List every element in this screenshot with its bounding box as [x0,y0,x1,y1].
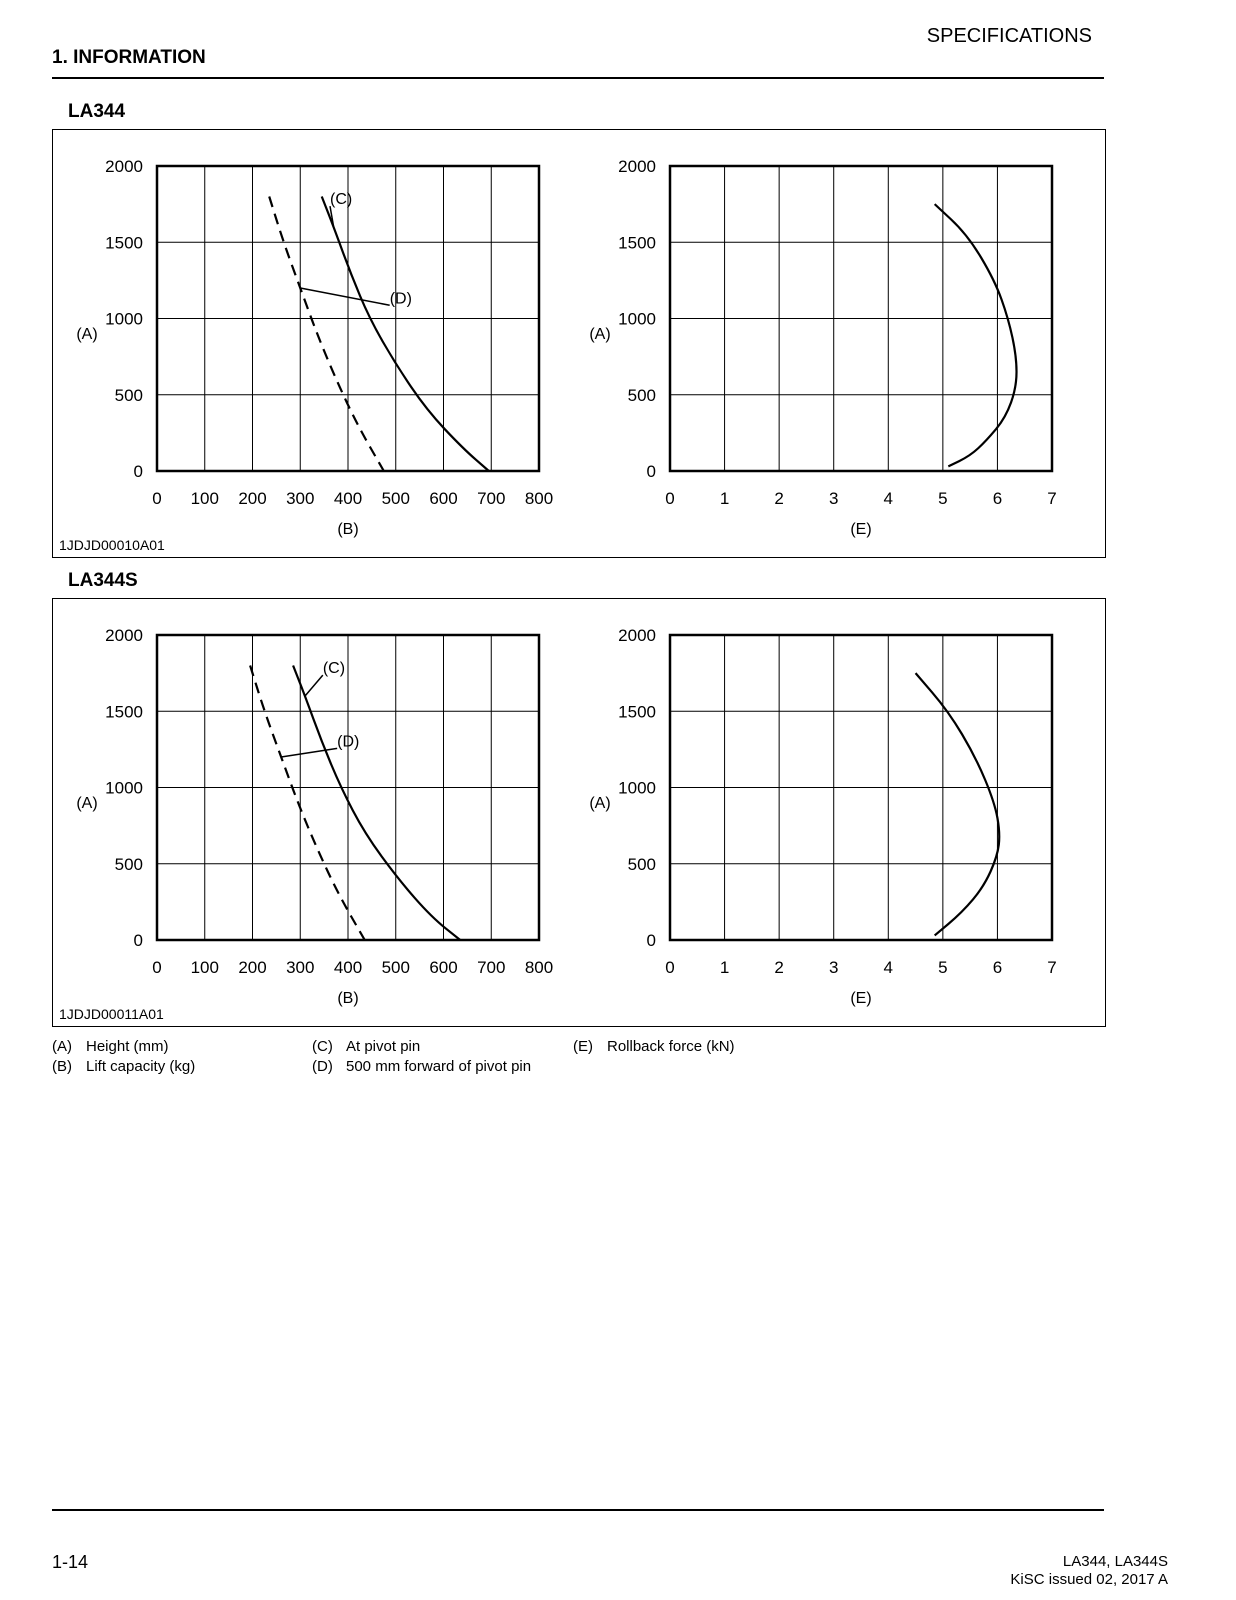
y-axis-label: (A) [589,325,611,343]
y-tick-label: 1000 [618,778,656,798]
y-tick-label: 2000 [618,626,656,645]
chapter-title: SPECIFICATIONS [926,25,1092,47]
x-tick-label: 700 [477,958,506,977]
callout-label: (C) [322,660,346,678]
y-axis-label: (A) [589,794,611,812]
y-tick-label: 500 [627,385,656,405]
figure-id: 1JDJD00010A01 [59,537,165,553]
legend-item: (E) Rollback force (kN) [573,1038,735,1055]
x-tick-label: 4 [883,489,894,508]
model-title-la344: LA344 [68,101,126,122]
footer-issue: KiSC issued 02, 2017 A [1010,1571,1168,1588]
footer-rule [52,1509,1104,1511]
x-tick-label: 600 [429,958,458,977]
x-tick-label: 7 [1047,958,1057,977]
x-tick-label: 1 [719,489,730,508]
y-tick-label: 2000 [618,157,656,176]
legend-column-3 [573,1037,735,1057]
y-axis-label: (A) [76,794,98,812]
footer-models: LA344, LA344S [1062,1553,1168,1570]
x-tick-label: 5 [938,489,948,508]
x-tick-label: 3 [828,958,839,977]
callout-leader [300,288,389,305]
figure-la344 [52,129,1106,558]
series-line [935,204,1017,466]
y-tick-label: 0 [133,931,143,950]
x-tick-label: 4 [883,958,894,977]
x-tick-label: 400 [333,958,363,977]
x-tick-label: 500 [381,958,410,977]
x-tick-label: 600 [429,489,458,508]
x-tick-label: 200 [238,489,267,508]
x-tick-label: 200 [238,958,267,977]
y-tick-label: 500 [114,854,143,874]
legend-column-2 [312,1037,531,1077]
series-line [269,197,384,472]
legend-item: (D) 500 mm forward of pivot pin [312,1058,532,1075]
x-tick-label: 300 [286,958,315,977]
x-tick-label: 6 [992,958,1003,977]
y-tick-label: 1500 [105,702,143,722]
y-tick-label: 0 [133,462,143,481]
x-tick-label: 0 [665,958,675,977]
x-tick-label: 3 [828,489,839,508]
y-tick-label: 1000 [105,778,143,798]
legend-item: (B) Lift capacity (kg) [52,1058,196,1075]
figure-id: 1JDJD00011A01 [59,1006,164,1022]
y-tick-label: 500 [627,854,656,874]
legend-item: (C) At pivot pin [312,1038,421,1055]
chart-group-la344s [53,599,1107,1028]
x-tick-label: 100 [190,958,219,977]
x-tick-label: 1 [719,958,730,977]
x-tick-label: 7 [1047,489,1057,508]
y-tick-label: 1000 [618,309,656,329]
series-line [322,197,489,472]
x-axis-label: (B) [337,990,359,1007]
x-tick-label: 2 [774,489,784,508]
y-tick-label: 1000 [105,309,143,329]
x-tick-label: 300 [286,489,315,508]
x-tick-label: 6 [992,489,1003,508]
y-tick-label: 1500 [618,233,656,253]
figure-la344s [52,598,1106,1027]
y-tick-label: 0 [646,462,656,481]
x-tick-label: 700 [477,489,506,508]
y-tick-label: 500 [114,385,143,405]
y-tick-label: 1500 [105,233,143,253]
legend-item: (A) Height (mm) [52,1038,169,1055]
x-tick-label: 5 [938,958,948,977]
chart-1 [589,157,1056,538]
y-tick-label: 2000 [105,626,143,645]
chart-3 [589,626,1056,1007]
x-tick-label: 500 [381,489,410,508]
callout-label: (D) [389,290,412,308]
y-tick-label: 0 [646,931,656,950]
x-tick-label: 800 [524,958,554,977]
y-tick-label: 1500 [618,702,656,722]
model-title-la344s: LA344S [68,570,138,591]
x-tick-label: 0 [152,958,162,977]
chart-2 [76,626,553,1007]
y-tick-label: 2000 [105,157,143,176]
chart-0 [76,157,553,538]
x-tick-label: 800 [524,489,554,508]
chart-group-la344 [53,130,1107,559]
x-axis-label: (B) [337,521,359,538]
x-axis-label: (E) [850,521,872,538]
footer-info [1010,1553,1168,1589]
header-rule [52,77,1104,79]
x-axis-label: (E) [850,990,872,1007]
legend-column-1 [52,1037,195,1077]
y-axis-label: (A) [76,325,98,343]
series-line [293,666,460,941]
x-tick-label: 0 [665,489,675,508]
x-tick-label: 0 [152,489,162,508]
x-tick-label: 100 [190,489,219,508]
callout-label: (D) [337,733,360,751]
x-tick-label: 400 [333,489,363,508]
section-title: 1. INFORMATION [52,47,206,68]
series-line [916,673,1000,935]
callout-leader [305,675,323,696]
page-number: 1-14 [52,1552,89,1572]
x-tick-label: 2 [774,958,784,977]
callout-label: (C) [330,191,353,209]
